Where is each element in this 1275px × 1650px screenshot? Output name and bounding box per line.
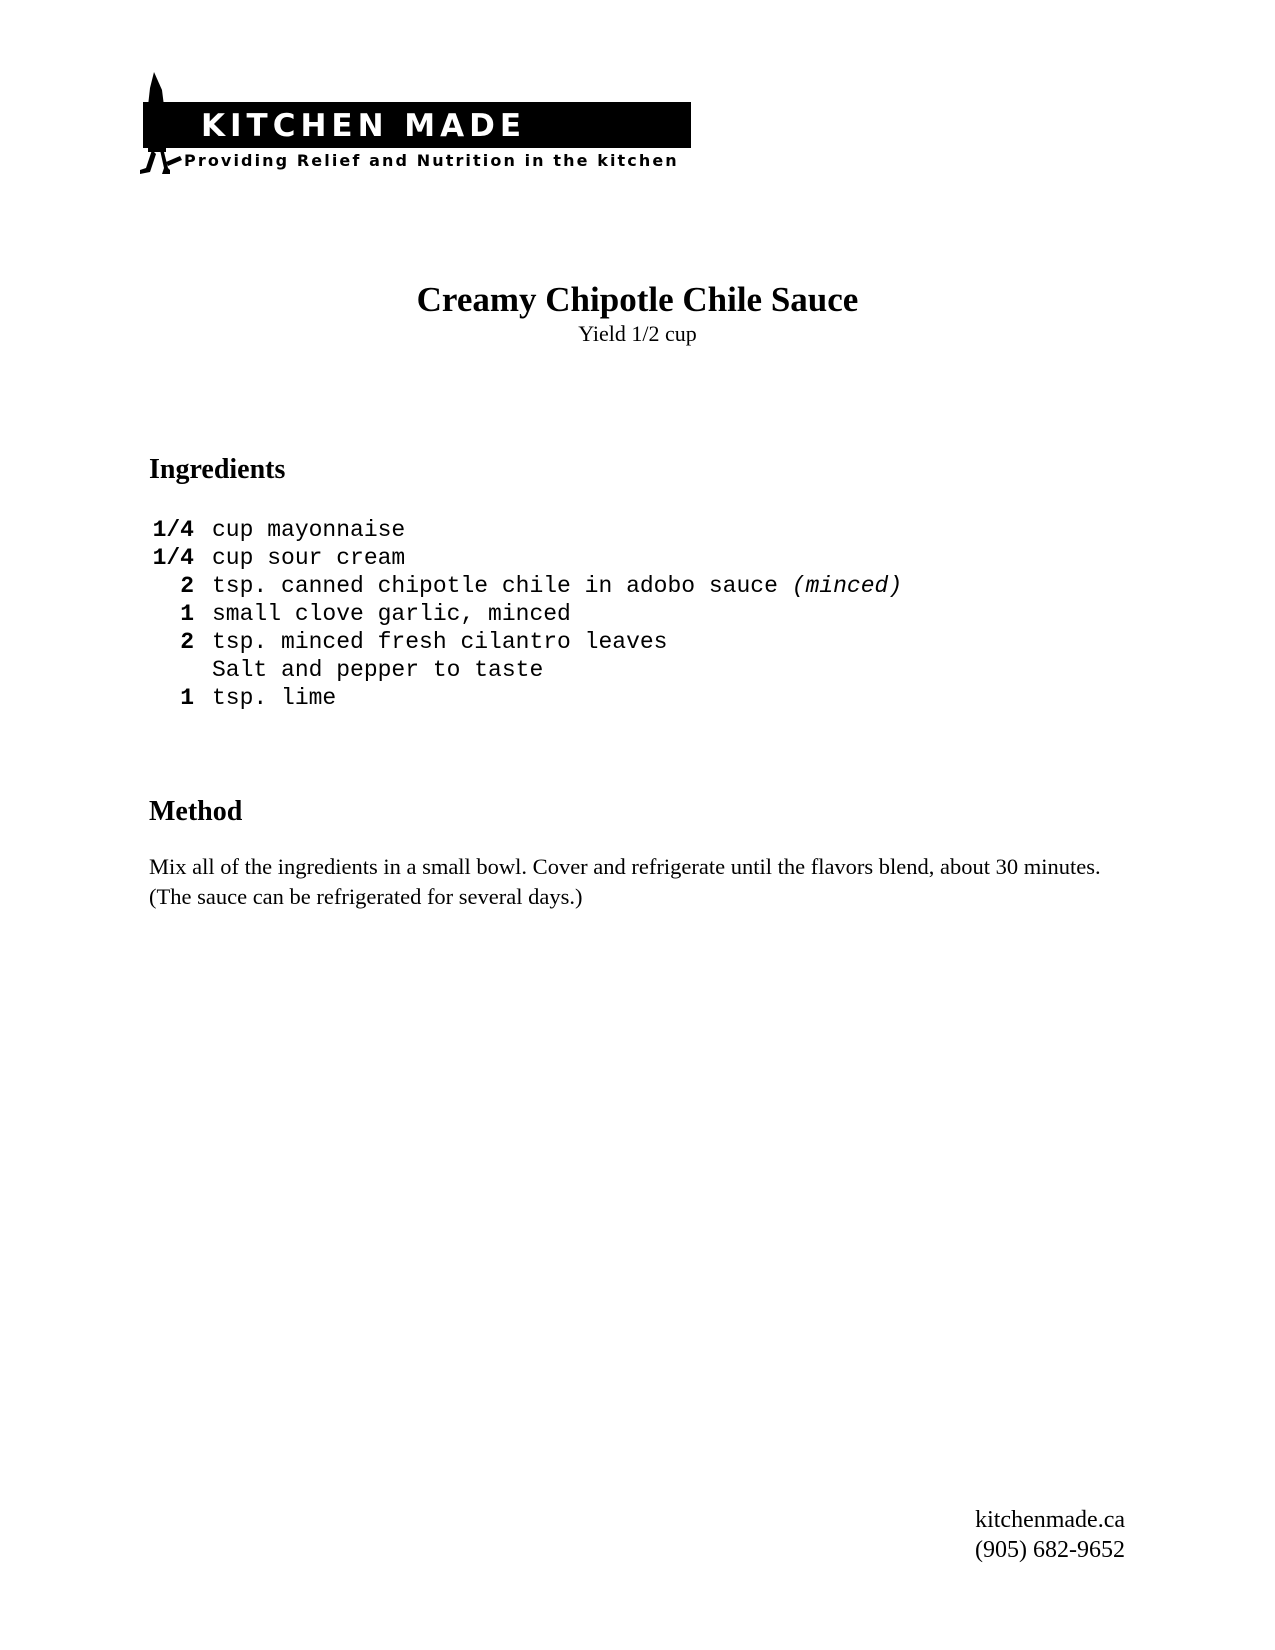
ingredient-row [150, 628, 902, 656]
ingredient-quantity: 1 [180, 601, 194, 627]
ingredient-row [150, 600, 902, 628]
ingredient-row [150, 544, 902, 572]
recipe-yield: Yield 1/2 cup [578, 321, 697, 346]
ingredient-note: (minced) [791, 573, 903, 599]
ingredient-row [150, 572, 902, 600]
ingredient-row [150, 516, 902, 544]
contact-footer [975, 1505, 1125, 1565]
ingredient-quantity: 2 [180, 573, 194, 599]
ingredient-text-wrapper [212, 572, 902, 600]
logo-banner [143, 102, 691, 148]
ingredient-list [150, 516, 902, 712]
ingredient-row [150, 656, 902, 684]
website-text: kitchenmade.ca [975, 1507, 1125, 1533]
ingredient-text: tsp. canned chipotle chile in adobo sauce [212, 573, 778, 599]
ingredient-text: tsp. minced fresh cilantro leaves [212, 629, 668, 655]
ingredient-quantity: 1/4 [152, 545, 194, 571]
ingredient-row [150, 684, 902, 712]
phone-text: (905) 682-9652 [975, 1537, 1125, 1563]
ingredients-heading: Ingredients [149, 454, 286, 485]
ingredient-text: Salt and pepper to taste [212, 657, 544, 683]
kitchen-made-logo [140, 72, 700, 180]
method-text: Mix all of the ingredients in a small bowl. Cover and refrigerate until the flavors blend, about 30 minutes. (The sauce can be refrigerated for several days.) [149, 854, 1101, 909]
recipe-title: Creamy Chipotle Chile Sauce [416, 280, 859, 319]
brand-tagline: Providing Relief and Nutrition in the kitchen [184, 151, 679, 170]
ingredient-quantity: 1/4 [152, 517, 194, 543]
ingredient-text: tsp. lime [212, 685, 337, 711]
ingredient-quantity: 1 [180, 685, 194, 711]
method-heading: Method [149, 796, 243, 827]
ingredient-text: small clove garlic, minced [212, 601, 571, 627]
brand-name: KITCHEN MADE [201, 108, 527, 144]
ingredient-text: cup mayonnaise [212, 517, 406, 543]
ingredient-quantity: 2 [180, 629, 194, 655]
ingredient-text: cup sour cream [212, 545, 406, 571]
